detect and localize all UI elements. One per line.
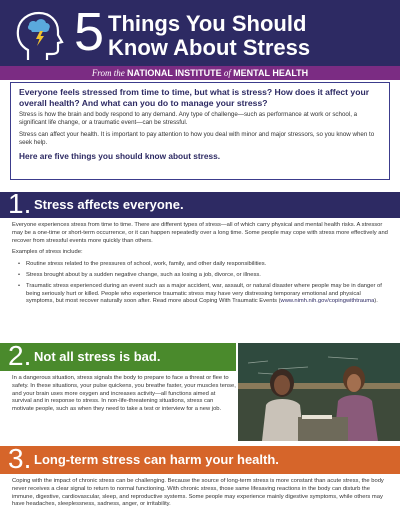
section-2-paragraph: In a dangerous situation, stress signals the body to prepare to face a threat or flee to safety. In these situations, your pulse quickens, you breathe faster, your muscles tense, and your brain uses more oxygen and increases activity—all functions aimed at survival and in response to stress. In non-life-threatening situations, stress can motivate people, such as when they need to take a test or interview for a new job. [12,375,236,413]
students-classroom-photo [238,343,400,441]
examples-list [18,261,390,306]
section-3-body [12,478,390,513]
source-from: From the [91,68,125,78]
section-2-title: Not all stress is bad. [34,349,161,364]
title-line-2: Know About Stress [108,35,311,60]
section-3-header [0,443,400,474]
intro-closing: Here are five things you should know about stress. [19,150,221,161]
section-2-number: 2. [8,340,32,371]
title-line-1: Things You Should [108,11,307,36]
list-item-end: ). [374,298,378,305]
source-org-1: NATIONAL INSTITUTE [126,68,222,78]
section-1-title: Stress affects everyone. [34,197,184,212]
section-3-paragraph: Coping with the impact of chronic stress can be challenging. Because the source of long-term stress is more constant than acute stress, the body never receives a clear signal to return to normal functioning. With chronic stress, those same lifesaving reactions in the body can disturb the immune, digestive, cardiovascular, sleep, and reproductive systems. Some people may experience mainly digestive symptoms, while others may have headaches, sleeplessness, sadness, anger, or irritability. [12,478,384,508]
intro-paragraph-1: Stress is how the brain and body respond to any demand. Any type of challenge—such as performance at work or school, a significant life change, or a traumatic event—can be stressful. [19,111,358,127]
list-item [18,283,390,306]
header-number: 5 [74,2,105,62]
intro-paragraph-2: Stress can affect your health. It is important to pay attention to how you deal with minor and major stressors, so you know when to seek help. [19,130,375,147]
section-3-number: 3. [8,443,32,474]
section-1-paragraph: Everyone experiences stress from time to time. There are different types of stress—all of which carry physical and mental health risks. A stressor may be a one-time or short-term occurrence, or it can happen repeatedly over a long time. Some people may cope with stress more effectively and recover from stressful events more quickly than others. [12,222,388,244]
intro-lead: Everyone feels stressed from time to time, but what is stress? How does it affect your overall health? And what can you do to manage your stress? [19,87,370,108]
list-item: • Stress brought about by a sudden negative change, such as losing a job, divorce, or illness. [18,272,390,280]
section-3-title: Long-term stress can harm your health. [34,452,279,467]
intro-box [10,82,390,180]
section-2-header [0,340,236,371]
source-org-2: MENTAL HEALTH [233,68,309,78]
section-1-body [12,222,390,310]
header-banner [0,0,400,66]
section-1-number: 1. [8,188,32,219]
coping-trauma-link[interactable]: www.nimh.nih.gov/copingwithtrauma [280,298,375,305]
list-item-text: Traumatic stress experienced during an event such as a major accident, war, assault, or natural disaster where people may be in danger of being seriously hurt or killed. People who experience traumatic stress may have very distressing temporary emotional and physical symptoms, but most recover naturally soon after. Read more about Coping With Traumatic Events ( [26,282,382,305]
source-of: of [223,68,231,78]
page-title [108,12,398,60]
examples-label: Examples of stress include: [12,249,83,256]
section-1-header [0,188,400,219]
source-bar [0,66,400,80]
head-with-storm-cloud-icon [14,6,66,62]
list-item: • Routine stress related to the pressures of school, work, family, and other daily responsibilities. [18,261,390,269]
section-2-body [12,375,236,418]
